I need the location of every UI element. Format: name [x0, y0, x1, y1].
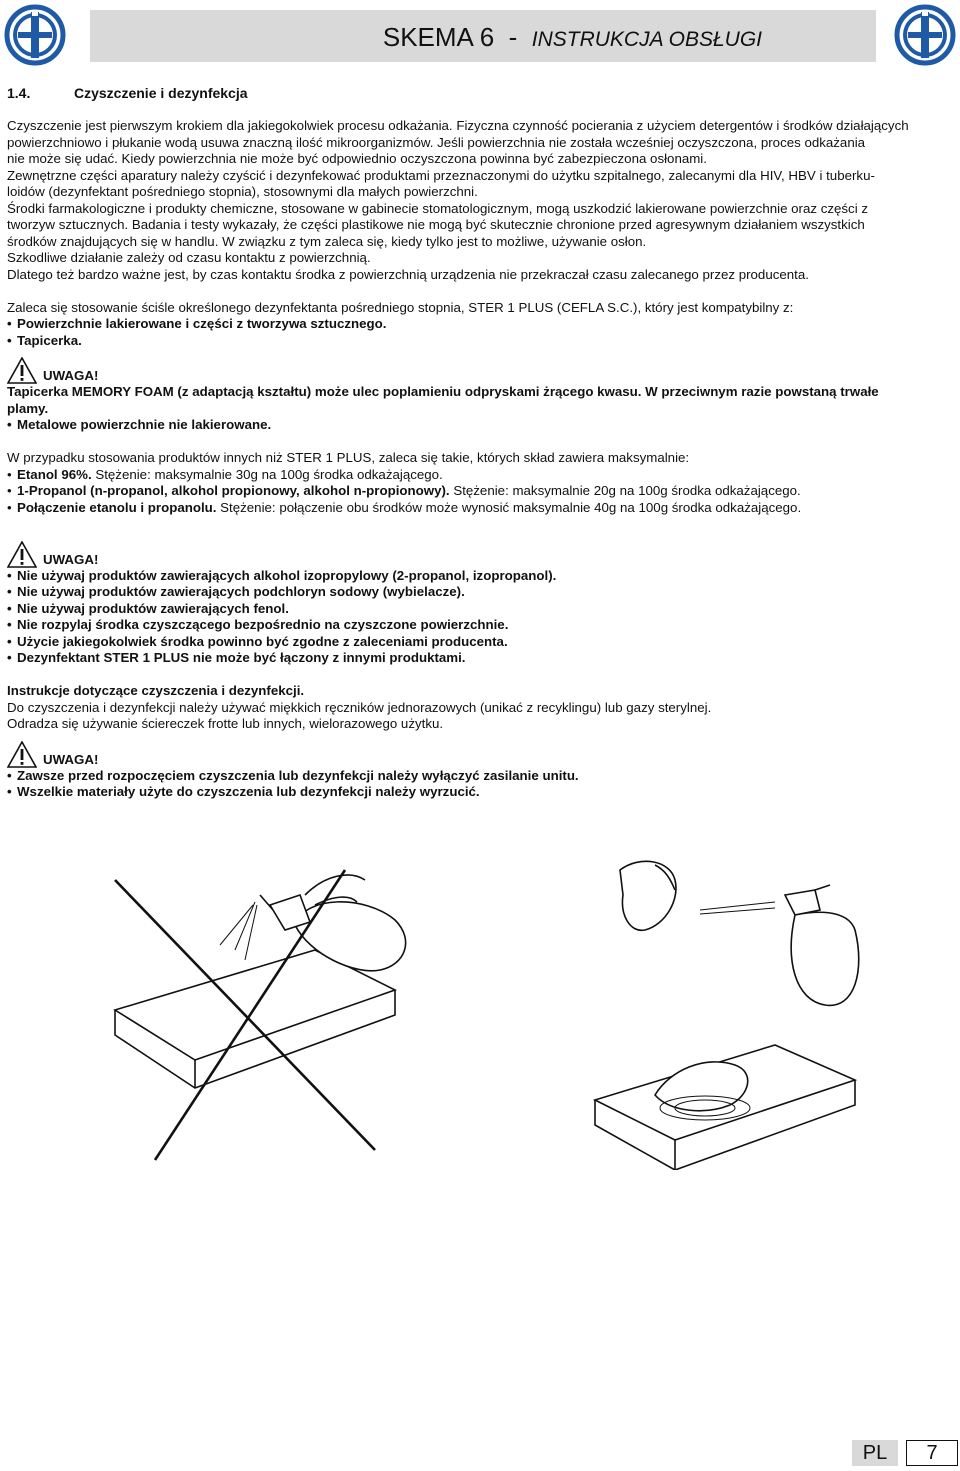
list-item: • Powierzchnie lakierowane i części z tworzywa sztucznego.: [7, 316, 959, 333]
paragraph-line: Dlatego też bardzo ważne jest, by czas kontaktu środka z powierzchnią urządzenia nie przekraczał czasu zalecanego przez producenta.: [7, 266, 809, 282]
paragraph-line: Środki farmakologiczne i produkty chemiczne, stosowane w gabinecie stomatologicznym, mogą uszkodzić lakierowane powierzchnie oraz części z: [7, 200, 868, 216]
document-body: [7, 118, 959, 801]
paragraph-title: Instrukcje dotyczące czyszczenia i dezynfekcji.: [7, 683, 305, 698]
language-label: PL: [852, 1440, 898, 1466]
page-number: 7: [906, 1440, 958, 1466]
paragraph-line: powierzchniowo i płukanie wodą usuwa znaczną ilość mikroorganizmów. Jeśli powierzchnia nie została wcześniej oczyszczona, proces odkażania: [7, 134, 866, 150]
ca-logo-icon: [4, 4, 66, 66]
paragraph-line: Zewnętrzne części aparatury należy czyścić i dezynfekować produktami przeznaczonymi do użytku szpitalnego, zalecanymi dla HIV, HBV i tuberku-: [7, 167, 875, 183]
list-item: • Nie używaj produktów zawierających podchloryn sodowy (wybielacze).: [7, 584, 959, 601]
warning-triangle-icon: [7, 741, 37, 768]
warning-triangle-icon: [7, 541, 37, 568]
list-item: • 1-Propanol (n-propanol, alkohol propionowy, alkohol n-propionowy). Stężenie: maksymalnie 20g na 100g środka odkażającego.: [7, 483, 959, 500]
list-item: • Połączenie etanolu i propanolu. Stężenie: połączenie obu środków może wynosić maksymalnie 40g na 100g środka odkażającego.: [7, 500, 959, 517]
ca-logo-icon: [894, 4, 956, 66]
paragraph-line: loidów (dezynfektant pośredniego stopnia), stosownymi dla małych powierzchni.: [7, 184, 478, 199]
paragraph-line: plamy.: [7, 400, 49, 416]
paragraph-line: nie może się udać. Kiedy powierzchnia nie może być odpowiednio oczyszczona powinna być zabezpieczona osłonami.: [7, 151, 707, 166]
section-heading: 1.4. Czyszczenie i dezynfekcja: [7, 85, 248, 101]
list-item: • Etanol 96%. Stężenie: maksymalnie 30g na 100g środka odkażającego.: [7, 467, 959, 484]
spray-on-cloth-then-wipe-icon: [595, 861, 859, 1170]
warning-block: [7, 351, 959, 384]
list-item: • Tapicerka.: [7, 333, 959, 350]
warning-block: [7, 535, 959, 568]
list-item: • Metalowe powierzchnie nie lakierowane.: [7, 417, 959, 434]
list-item: • Użycie jakiegokolwiek środka powinno być zgodne z zaleceniami producenta.: [7, 634, 959, 651]
list-item: • Zawsze przed rozpoczęciem czyszczenia lub dezynfekcji należy wyłączyć zasilanie unitu.: [7, 768, 959, 785]
paragraph-line: W przypadku stosowania produktów innych niż STER 1 PLUS, zaleca się takie, których skład zawiera maksymalnie:: [7, 450, 690, 465]
list-item: • Nie rozpylaj środka czyszczącego bezpośrednio na czyszczone powierzchnie.: [7, 617, 959, 634]
list-item: • Dezynfektant STER 1 PLUS nie może być łączony z innymi produktami.: [7, 650, 959, 667]
page-title: SKEMA 6 - INSTRUKCJA OBSŁUGI: [382, 22, 762, 52]
paragraph-line: tworzyw sztucznych. Badania i testy wykazały, że części plastikowe nie mogą być skutecznie chronione przed agresywnym działaniem wszystkich: [7, 217, 865, 232]
warning-label: UWAGA!: [43, 368, 99, 383]
paragraph-line: Tapicerka MEMORY FOAM (z adaptacją kształtu) może ulec poplamieniu odpryskami żrącego kwasu. W przeciwnym razie powstaną trwałe: [7, 384, 879, 399]
paragraph-line: Do czyszczenia i dezynfekcji należy używać miękkich ręczników jednorazowych (unikać z recyklingu) lub gazy sterylnej.: [7, 699, 712, 715]
cleaning-illustration: [95, 850, 865, 1170]
list-item: • Wszelkie materiały użyte do czyszczenia lub dezynfekcji należy wyrzucić.: [7, 784, 959, 801]
warning-label: UWAGA!: [43, 751, 99, 767]
list-item: • Nie używaj produktów zawierających alkohol izopropylowy (2-propanol, izopropanol).: [7, 568, 959, 585]
warning-label: UWAGA!: [43, 551, 99, 567]
paragraph-line: Szkodliwe działanie zależy od czasu kontaktu z powierzchnią.: [7, 250, 371, 265]
paragraph-line: środków znajdujących się w handlu. W związku z tym zaleca się, kiedy tylko jest to możliwe, używanie osłon.: [7, 233, 647, 249]
list-item: • Nie używaj produktów zawierających fenol.: [7, 601, 959, 618]
warning-block: [7, 735, 959, 768]
warning-triangle-icon: [7, 357, 37, 384]
paragraph-line: Odradza się używanie ściereczek frotte lub innych, wielorazowego użytku.: [7, 716, 444, 731]
spray-on-surface-prohibited-icon: [115, 870, 406, 1160]
paragraph-line: Czyszczenie jest pierwszym krokiem dla jakiegokolwiek procesu odkażania. Fizyczna czynność pocierania z użyciem detergentów i środków działających: [7, 118, 909, 133]
paragraph-line: Zaleca się stosowanie ściśle określonego dezynfektanta pośredniego stopnia, STER 1 PLUS (CEFLA S.C.), który jest kompatybilny z:: [7, 299, 794, 315]
